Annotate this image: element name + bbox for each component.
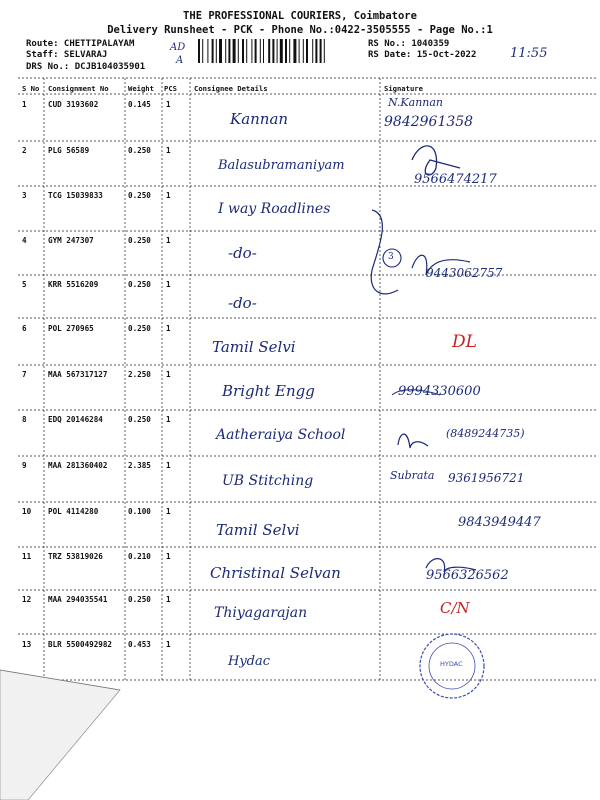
row-sno: 10 — [22, 507, 32, 516]
row-sno: 3 — [22, 191, 27, 200]
row-pcs: 1 — [166, 236, 171, 245]
row-weight: 0.100 — [128, 507, 151, 516]
row-weight: 0.453 — [128, 640, 151, 649]
row-consignee: Hydac — [228, 654, 271, 669]
row-weight: 0.250 — [128, 595, 151, 604]
row-sno: 6 — [22, 324, 27, 333]
stamp-text: HYDAC — [440, 660, 463, 668]
row-pcs: 1 — [166, 507, 171, 516]
row-phone: 9843949447 — [458, 515, 541, 530]
handwritten-code-top: AD — [170, 42, 186, 53]
row-consignee: I way Roadlines — [218, 201, 331, 217]
col-consignment: Consignment No — [48, 84, 109, 93]
row-phone: 9361956721 — [448, 471, 525, 485]
col-weight: Weight — [128, 84, 154, 93]
row-consignee: Kannan — [230, 110, 289, 128]
row-consignment-no: GYM 247307 — [48, 236, 94, 245]
row-consignment-no: MAA 281360402 — [48, 461, 108, 470]
handwritten-code-bottom: A — [176, 55, 184, 66]
row-consignment-no: PLG 56589 — [48, 146, 90, 155]
row-weight: 0.250 — [128, 280, 151, 289]
row-phone: 9443062757 — [426, 266, 503, 280]
row-signature: DL — [452, 332, 477, 352]
row-pcs: 1 — [166, 640, 171, 649]
row-phone: 9994330600 — [398, 384, 481, 399]
route-label: Route: CHETTIPALAYAM — [26, 39, 135, 49]
row-sno: 7 — [22, 370, 27, 379]
row-sno: 5 — [22, 280, 27, 289]
row-consignee: -do- — [228, 294, 257, 312]
row-pcs: 1 — [166, 461, 171, 470]
row-weight: 0.250 — [128, 236, 151, 245]
row-pcs: 1 — [166, 415, 171, 424]
row-consignee: Tamil Selvi — [216, 521, 300, 539]
staff-label: Staff: SELVARAJ — [26, 50, 108, 60]
drs-label: DRS No.: DCJB104035901 — [26, 62, 146, 72]
rs-date: RS Date: 15-Oct-2022 — [368, 50, 477, 60]
row-consignment-no: EDQ 20146284 — [48, 415, 103, 424]
row-consignee: Bright Engg — [222, 382, 315, 400]
row-consignee: UB Stitching — [222, 473, 314, 489]
row-consignment-no: CUD 3193602 — [48, 100, 99, 109]
row-pcs: 1 — [166, 324, 171, 333]
row-sno: 11 — [22, 552, 32, 561]
row-consignee: Christinal Selvan — [210, 564, 341, 582]
row-sno: 8 — [22, 415, 27, 424]
row-consignment-no: POL 270965 — [48, 324, 94, 333]
row-sno: 1 — [22, 100, 27, 109]
row-weight: 0.250 — [128, 324, 151, 333]
row-weight: 0.250 — [128, 415, 151, 424]
row-consignment-no: MAA 294035541 — [48, 595, 108, 604]
row-phone: 9566474217 — [414, 172, 497, 187]
col-pcs: PCS — [164, 84, 177, 93]
row-pcs: 1 — [166, 595, 171, 604]
row-sno: 4 — [22, 236, 27, 245]
row-phone: 9566326562 — [426, 568, 509, 583]
row-consignee: Aatheraiya School — [216, 427, 346, 443]
row-consignee: -do- — [228, 244, 257, 262]
runsheet-title: Delivery Runsheet - PCK - Phone No.:0422-3505555 - Page No.:1 — [107, 24, 493, 36]
company-title: THE PROFESSIONAL COURIERS, Coimbatore — [183, 10, 417, 22]
row-sno: 9 — [22, 461, 27, 470]
row-pcs: 1 — [166, 191, 171, 200]
row-weight: 0.250 — [128, 191, 151, 200]
row-sno: 13 — [22, 640, 32, 649]
row-pcs: 1 — [166, 370, 171, 379]
row-weight: 0.145 — [128, 100, 151, 109]
col-consignee: Consignee Details — [194, 84, 268, 93]
row-weight: 0.250 — [128, 146, 151, 155]
row-pcs: 1 — [166, 146, 171, 155]
row-sno: 2 — [22, 146, 27, 155]
barcode — [196, 38, 360, 64]
row-consignment-no: MAA 567317127 — [48, 370, 108, 379]
handwritten-time: 11:55 — [510, 46, 548, 61]
row-sno: 12 — [22, 595, 32, 604]
row-consignee: Thiyagarajan — [214, 605, 308, 621]
row-phone: (8489244735) — [446, 427, 525, 440]
row-consignment-no: TRZ 53819026 — [48, 552, 103, 561]
row-consignment-no: KRR 5516209 — [48, 280, 99, 289]
row-consignment-no: TCG 15039833 — [48, 191, 103, 200]
row-phone: 9842961358 — [384, 114, 474, 130]
row-pcs: 1 — [166, 100, 171, 109]
circle-count: 3 — [388, 252, 394, 262]
row-pcs: 1 — [166, 552, 171, 561]
row-consignee: Balasubramaniyam — [218, 158, 345, 173]
row-weight: 2.385 — [128, 461, 151, 470]
row-weight: 0.210 — [128, 552, 151, 561]
col-signature: Signature — [384, 84, 423, 93]
row-signature: N.Kannan — [388, 96, 444, 109]
row-consignment-no: POL 4114280 — [48, 507, 99, 516]
row-signature: Subrata — [390, 469, 435, 482]
row-signature: C/N — [440, 599, 470, 617]
row-pcs: 1 — [166, 280, 171, 289]
row-consignment-no: BLR 5500492982 — [48, 640, 113, 649]
row-consignee: Tamil Selvi — [212, 338, 296, 356]
rs-number: RS No.: 1040359 — [368, 39, 450, 49]
row-weight: 2.250 — [128, 370, 151, 379]
col-sno: S No — [22, 84, 40, 93]
